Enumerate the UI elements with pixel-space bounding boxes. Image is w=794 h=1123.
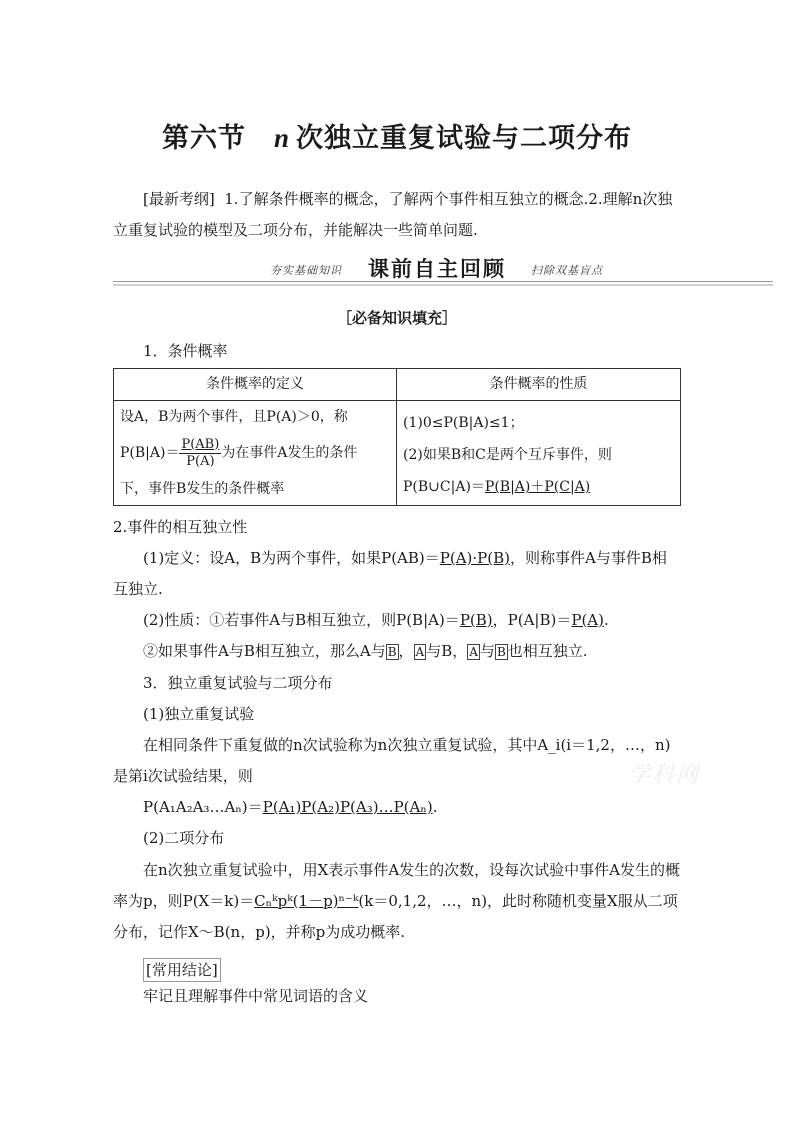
- banner-left: 夯实基础知识: [270, 264, 342, 277]
- boxed-a-bar: A: [415, 645, 425, 659]
- item3-heading: 3．独立重复试验与二项分布: [143, 674, 333, 692]
- item3-text2: [113, 855, 681, 948]
- item3-text2-b: (k＝0,1,2，…，n)，此时称随机变量X服从二项分布，记作X～B(n，p)，并称p为成功概率.: [113, 892, 678, 941]
- fraction-numerator: P(AB): [181, 436, 220, 452]
- title-section: 第六节: [161, 123, 246, 154]
- item2-prop-answer-2: P(A): [571, 611, 604, 629]
- table-row: [114, 401, 681, 506]
- item2-definition: [113, 543, 681, 605]
- property-1: (1)0≤P(B|A)≤1；: [403, 415, 524, 431]
- item3-text2-answer: Cₙᵏpᵏ(1－p)ⁿ⁻ᵏ: [254, 892, 359, 910]
- conclusion-text: 牢记且理解事件中常见词语的含义: [143, 987, 369, 1005]
- item3-text2-a: 在n次独立重复试验中，用X表示事件A发生的次数，设每次试验中事件A发生的概率为p，则P(X＝k)＝: [113, 861, 681, 910]
- property-3-answer: P(B|A)＋P(C|A): [484, 479, 591, 495]
- item2-prop2-end: 也相互独立.: [507, 642, 588, 660]
- item1-heading: 1．条件概率: [143, 342, 228, 360]
- item3-formula-end: .: [432, 798, 438, 816]
- item3-sub1: (1)独立重复试验: [143, 705, 255, 723]
- item3-text1: 在相同条件下重复做的n次试验称为n次独立重复试验，其中A_i(i＝1,2，…，n)是第i次试验结果，则: [113, 736, 671, 785]
- property-3: [403, 471, 674, 503]
- item2-prop2-sep: ，: [398, 642, 414, 660]
- definition-prefix: P(B|A)＝: [120, 445, 180, 461]
- conditional-probability-table: [113, 368, 681, 506]
- definition-cell: [114, 401, 397, 506]
- watermark-text: 学科网: [628, 763, 701, 788]
- intro-tag: [最新考纲]: [143, 190, 215, 208]
- item2-def-answer: P(A)·P(B): [439, 549, 510, 567]
- intro-paragraph: [113, 184, 681, 246]
- item2-def-prefix: (1)定义：设A，B为两个事件，如果P(AB)＝: [143, 549, 440, 567]
- fraction-denominator: P(A): [186, 453, 215, 469]
- section-heading: ［必备知识填充］: [336, 309, 457, 327]
- item2-property: [113, 605, 681, 636]
- definition-suffix: 为在事件A发生的条件: [221, 445, 358, 461]
- title-n: n: [273, 123, 291, 153]
- conclusion-tag: [常用结论]: [143, 958, 221, 982]
- banner-rule: [113, 281, 773, 282]
- item2-prop2-with: 与: [479, 642, 495, 660]
- definition-line3: 下，事件B发生的条件概率: [120, 481, 285, 497]
- boxed-b-bar-2: B: [496, 645, 506, 659]
- item2-heading: 2.事件的相互独立性: [113, 518, 248, 536]
- item2-prop-answer-1: P(B): [459, 611, 493, 629]
- property-2: (2)如果B和C是两个互斥事件，则: [403, 447, 612, 463]
- boxed-a-bar-2: A: [469, 645, 478, 659]
- item3-sub2: (2)二项分布: [143, 829, 225, 847]
- table-header-row: [114, 369, 681, 401]
- item2-def-suffix: ，则称事件A与事件B相互独立.: [113, 549, 667, 598]
- definition-line1: 设A，B为两个事件，且P(A)＞0，称: [120, 409, 348, 425]
- table-header-property: 条件概率的性质: [397, 369, 681, 401]
- item2-prop-prefix: (2)性质：①若事件A与B相互独立，则P(B|A)＝: [143, 611, 460, 629]
- fraction: [179, 437, 221, 470]
- item2-property-2: [113, 636, 681, 668]
- banner-right: 扫除双基盲点: [531, 264, 603, 277]
- item2-prop-end: .: [604, 611, 609, 629]
- item3-formula-answer: P(A₁)P(A₂)P(A₃)…P(Aₙ): [262, 798, 433, 816]
- item3-formula-prefix: P(A₁A₂A₃…Aₙ)＝: [143, 798, 263, 816]
- item2-prop-mid: ，P(A|B)＝: [492, 611, 572, 629]
- item2-prop2-mid: 与B，: [426, 642, 468, 660]
- banner-rule-shadow: [113, 284, 773, 286]
- item3-formula: [143, 792, 711, 823]
- definition-line2: [120, 433, 390, 473]
- property-3-prefix: P(B∪C|A)＝: [403, 479, 485, 495]
- table-header-definition: 条件概率的定义: [114, 369, 397, 401]
- title-rest: 次独立重复试验与二项分布: [296, 123, 633, 154]
- boxed-b-bar: B: [387, 645, 397, 659]
- property-cell: [397, 401, 681, 506]
- intro-text: 1.了解条件概率的概念，了解两个事件相互独立的概念.2.理解n次独立重复试验的模型及二项分布，并能解决一些简单问题.: [113, 190, 673, 239]
- item2-prop2-prefix: ②如果事件A与B相互独立，那么A与: [143, 642, 386, 660]
- page-title: [0, 116, 794, 155]
- banner-center: 课前自主回顾: [368, 257, 506, 281]
- section-banner: [113, 252, 773, 288]
